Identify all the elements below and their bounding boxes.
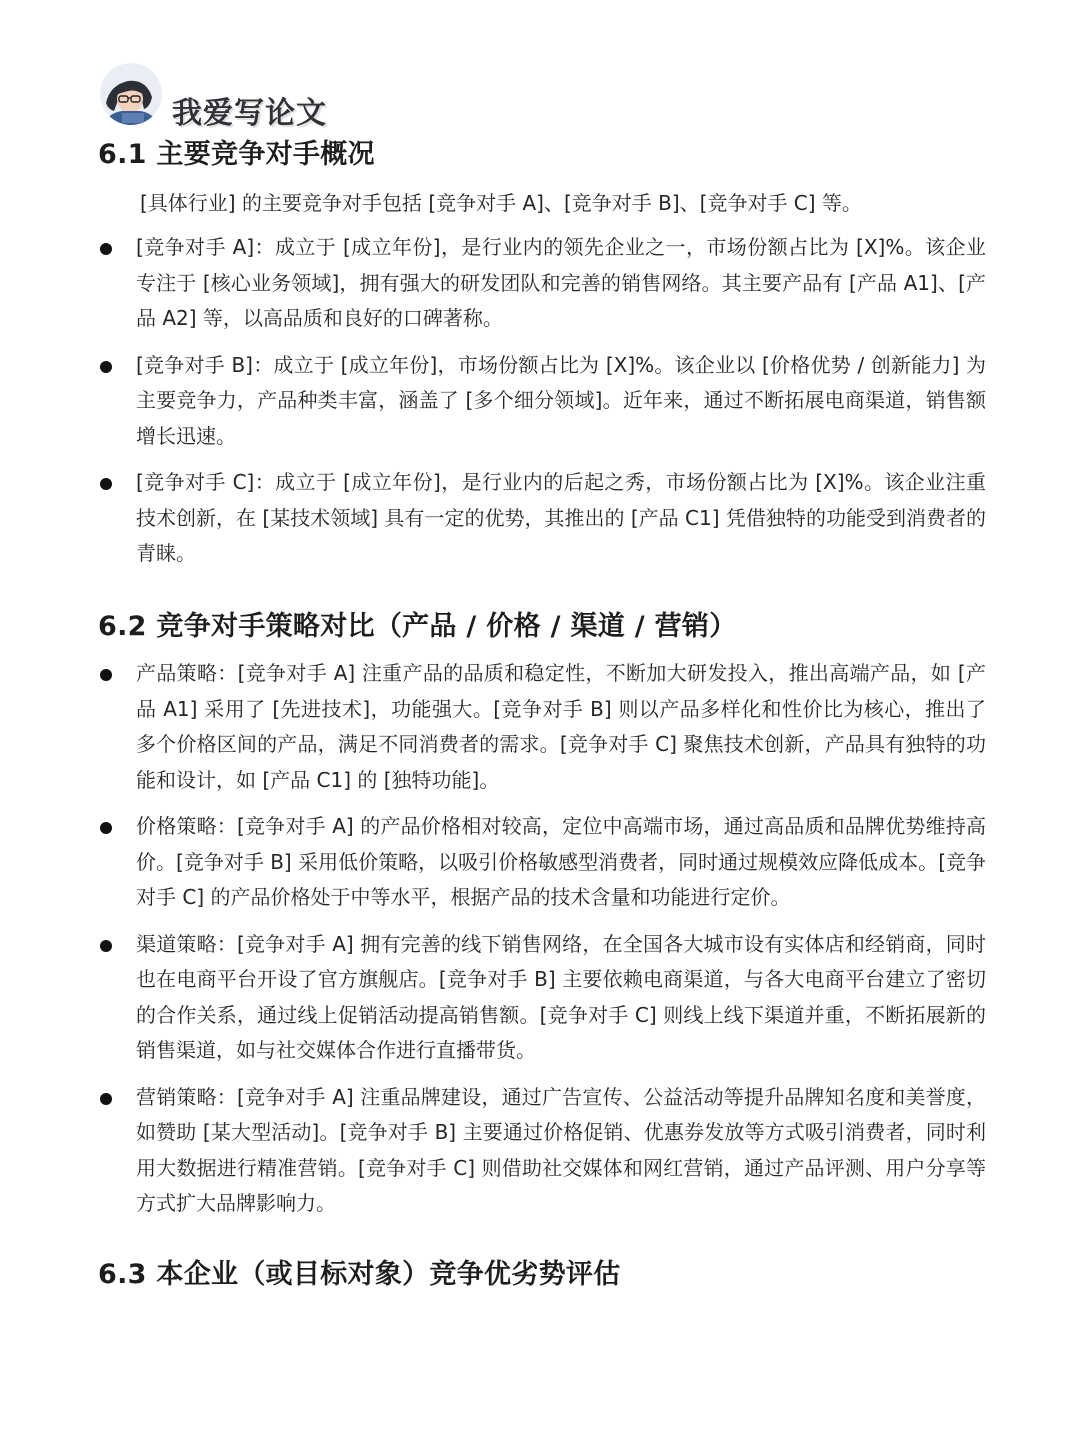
section-heading-6-3: 6.3 本企业（或目标对象）竞争优劣势评估 — [98, 1259, 621, 1290]
list-item-text: [竞争对手 C]：成立于 [成立年份]，是行业内的后起之秀，市场份额占比为 [X]%。该企业注重技术创新，在 [某技术领域] 具有一定的优势，其推出的 [产品 C1] 凭借独特的功能受到消费者的青睐。 — [136, 470, 986, 565]
bullet-icon — [100, 478, 112, 490]
bullet-icon — [100, 822, 112, 834]
list-item-text: 营销策略：[竞争对手 A] 注重品牌建设，通过广告宣传、公益活动等提升品牌知名度和美誉度，如赞助 [某大型活动]。[竞争对手 B] 主要通过价格促销、优惠券发放等方式吸引消费者，同时利用大数据进行精准营销。[竞争对手 C] 则借助社交媒体和网红营销，通过产品评测、用户分享等方式扩大品牌影响力。 — [136, 1084, 986, 1215]
bullet-icon — [100, 669, 112, 681]
list-item — [98, 656, 986, 798]
list-item — [98, 809, 986, 916]
list-item-text: 价格策略：[竞争对手 A] 的产品价格相对较高，定位中高端市场，通过高品质和品牌优势维持高价。[竞争对手 B] 采用低价策略，以吸引价格敏感型消费者，同时通过规模效应降低成本。[竞争对手 C] 的产品价格处于中等水平，根据产品的技术含量和功能进行定价。 — [136, 814, 986, 909]
section-heading-6-2: 6.2 竞争对手策略对比（产品 / 价格 / 渠道 / 营销） — [98, 611, 737, 642]
list-item — [98, 927, 986, 1069]
brand-header — [100, 62, 327, 131]
strategy-comparison-list — [98, 656, 986, 1233]
list-item — [98, 348, 986, 455]
list-item — [98, 230, 986, 337]
bullet-icon — [100, 1093, 112, 1105]
list-item — [98, 465, 986, 572]
list-item — [98, 1080, 986, 1222]
list-item-text: [竞争对手 B]：成立于 [成立年份]，市场份额占比为 [X]%。该企业以 [价格优势 / 创新能力] 为主要竞争力，产品种类丰富，涵盖了 [多个细分领域]。近年来，通过不断拓展电商渠道，销售额增长迅速。 — [136, 352, 986, 448]
list-item-text: [竞争对手 A]：成立于 [成立年份]，是行业内的领先企业之一，市场份额占比为 [X]%。该企业专注于 [核心业务领域]，拥有强大的研发团队和完善的销售网络。其主要产品有 [产品 A1]、[产品 A2] 等，以高品质和良好的口碑著称。 — [136, 235, 986, 330]
student-avatar-icon — [100, 63, 162, 125]
competitor-overview-list — [98, 230, 986, 583]
brand-name: 我爱写论文 — [172, 96, 327, 131]
bullet-icon — [100, 940, 112, 952]
section-intro: [具体行业] 的主要竞争对手包括 [竞争对手 A]、[竞争对手 B]、[竞争对手 C] 等。 — [140, 191, 862, 215]
list-item-text: 渠道策略：[竞争对手 A] 拥有完善的线下销售网络，在全国各大城市设有实体店和经销商，同时也在电商平台开设了官方旗舰店。[竞争对手 B] 主要依赖电商渠道，与各大电商平台建立了密切的合作关系，通过线上促销活动提高销售额。[竞争对手 C] 则线上线下渠道并重，不断拓展新的销售渠道，如与社交媒体合作进行直播带货。 — [136, 931, 986, 1062]
section-heading-6-1: 6.1 主要竞争对手概况 — [98, 139, 375, 170]
list-item-text: 产品策略：[竞争对手 A] 注重产品的品质和稳定性，不断加大研发投入，推出高端产品，如 [产品 A1] 采用了 [先进技术]，功能强大。[竞争对手 B] 则以产品多样化和性价比为核心，推出了多个价格区间的产品，满足不同消费者的需求。[竞争对手 C] 聚焦技术创新，产品具有独特的功能和设计，如 [产品 C1] 的 [独特功能]。 — [136, 661, 986, 792]
bullet-icon — [100, 243, 112, 255]
bullet-icon — [100, 361, 112, 373]
